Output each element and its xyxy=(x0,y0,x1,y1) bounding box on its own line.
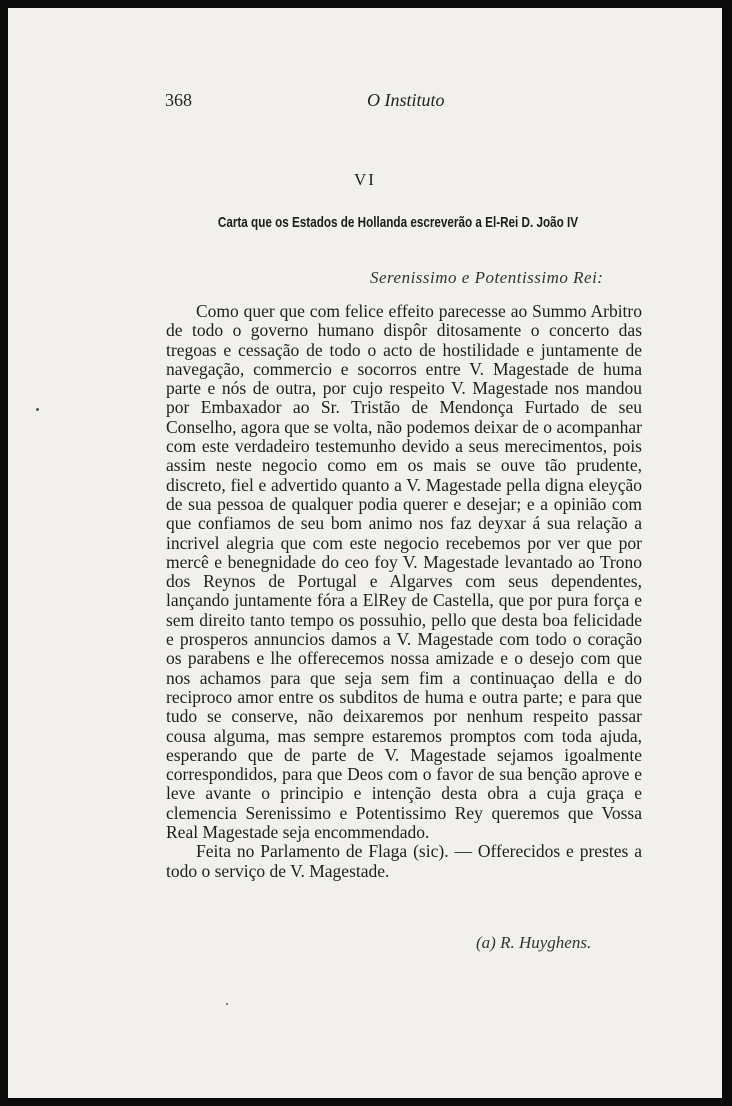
salutation: Serenissimo e Potentissimo Rei: xyxy=(370,268,604,287)
body-paragraph-1: Como quer que com felice effeito parecesse ao Summo Arbitro de todo o governo humano dispôr ditosamente o concerto das tregoas e cessação de todo o acto de hostilidade e juntamente de navegação, commercio e socorros entre V. Magestade de huma parte e nós de outra, por cujo respeito V. Magestade nos mandou por Embaxador ao Sr. Tristão de Mendonça Furtado de seu Conselho, agora que se volta, não podemos deixar de o acompanhar com este verdadeiro testemunho devido a seus merecimentos, pois assim neste negocio como em os mais se ouve tão prudente, discreto, fiel e advertido quanto a V. Magestade pella digna eleyção de sua pessoa de qualquer podia querer e desejar; e a opinião com que confiamos de seu bom animo nos faz deyxar á sua relação a incrivel alegria que com este negocio recebemos por ver que por mercê e benegnidade do ceo foy V. Magestade levantado ao Trono dos Reynos de Portugal e Algarves com seus dependentes, lançando juntamente fóra a ElRey de Castella, que por pura força e sem direito tanto tempo os possuhio, pello que desta boa felicidade e prosperos annuncios damos a V. Magestade com todo o coração os parabens e lhe offerecemos nossa amizade e o desejo com que nos achamos para que seja sem fim a continuaçao della e do reciproco amor entre os subditos de huma e outra parte; e para que tudo se conserve, não deixaremos por nenhum respeito passar cousa alguma, mas sempre estaremos promptos com toda ajuda, esperando que de parte de V. Magestade sejamos igoalmente correspondidos, para que Deos com o favor de sua benção aprove e leve avante o principio e intenção desta obra a cuja graça e clemencia Serenissimo e Potentissimo Rey queremos que Vossa Real Magestade seja encommendado. xyxy=(166,301,642,843)
document-page xyxy=(8,8,722,1098)
running-title: O Instituto xyxy=(367,90,445,110)
body-paragraph-2: Feita no Parlamento de Flaga (sic). — Offerecidos e prestes a todo o serviço de V. Magestade. xyxy=(166,841,642,881)
paper-speck xyxy=(226,1003,228,1005)
document-title: Carta que os Estados de Hollanda escreverão a El-Rei D. João IV xyxy=(217,214,579,231)
page-header xyxy=(165,90,645,120)
signature: (a) R. Huyghens. xyxy=(476,933,592,952)
section-number: VI xyxy=(354,170,376,189)
letter-body xyxy=(166,302,642,881)
page-number: 368 xyxy=(165,90,192,110)
paper-speck xyxy=(36,408,39,411)
